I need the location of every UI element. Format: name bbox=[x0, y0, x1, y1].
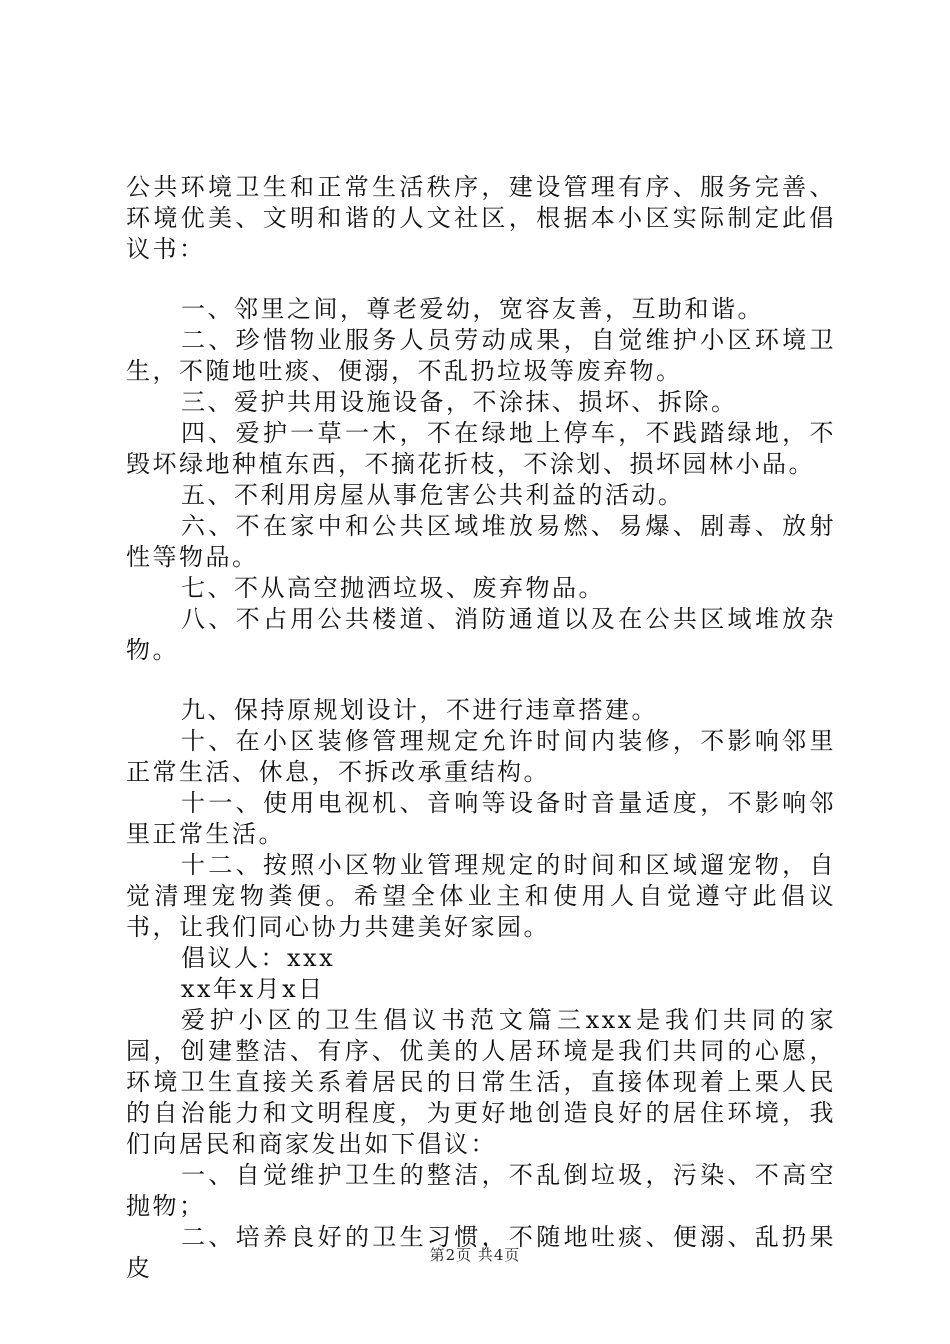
proposer-line: 倡议人：xxx bbox=[181, 944, 336, 972]
paragraph-item-2: 二、珍惜物业服务人员劳动成果，自觉维护小区环境卫生，不随地吐痰、便溺，不乱扔垃圾等废弃物。 bbox=[126, 326, 836, 385]
paragraph-item-9: 九、保持原规划设计，不进行违章搭建。 bbox=[181, 696, 658, 724]
paragraph-item-12: 十二、按照小区物业管理规定的时间和区域遛宠物，自觉清理宠物粪便。希望全体业主和使用人自觉遵守此倡议书，让我们同心协力共建美好家园。 bbox=[126, 851, 836, 941]
paragraph-item-8: 八、不占用公共楼道、消防通道以及在公共区域堆放杂物。 bbox=[126, 605, 836, 664]
paragraph-intro: 公共环境卫生和正常生活秩序，建设管理有序、服务完善、环境优美、文明和谐的人文社区，根据本小区实际制定此倡议书： bbox=[126, 173, 836, 263]
page-number: 第2页 共4页 bbox=[429, 1246, 521, 1264]
paragraph-item-3: 三、爱护共用设施设备，不涂抹、损坏、拆除。 bbox=[181, 388, 738, 416]
date-line: xx年x月x日 bbox=[181, 975, 325, 1003]
paragraph-article-three: 爱护小区的卫生倡议书范文篇三xxx是我们共同的家园，创建整洁、有序、优美的人居环境是我们共同的心愿，环境卫生直接关系着居民的日常生活，直接体现着上栗人民的自治能力和文明程度，为更好地创造良好的居住环境，我们向居民和商家发出如下倡议： bbox=[126, 1006, 836, 1158]
page-footer bbox=[0, 1244, 950, 1265]
paragraph-item-1: 一、邻里之间，尊老爱幼，宽容友善，互助和谐。 bbox=[181, 295, 764, 323]
paragraph-item-7: 七、不从高空抛洒垃圾、废弃物品。 bbox=[181, 574, 605, 602]
paragraph-item-5: 五、不利用房屋从事危害公共利益的活动。 bbox=[181, 481, 685, 509]
paragraph-item-11: 十一、使用电视机、音响等设备时音量适度，不影响邻里正常生活。 bbox=[126, 789, 836, 848]
paragraph-proposal-2: 二、培养良好的卫生习惯，不随地吐痰、便溺、乱扔果皮 bbox=[126, 1223, 836, 1282]
paragraph-item-10: 十、在小区装修管理规定允许时间内装修，不影响邻里正常生活、休息，不拆改承重结构。 bbox=[126, 727, 836, 786]
paragraph-proposal-1: 一、自觉维护卫生的整洁，不乱倒垃圾，污染、不高空抛物； bbox=[126, 1161, 836, 1220]
document-body bbox=[126, 172, 836, 1284]
paragraph-item-6: 六、不在家中和公共区域堆放易燃、易爆、剧毒、放射性等物品。 bbox=[126, 512, 836, 571]
paragraph-item-4: 四、爱护一草一木，不在绿地上停车，不践踏绿地，不毁坏绿地种植东西，不摘花折枝，不涂划、损坏园林小品。 bbox=[126, 419, 836, 478]
